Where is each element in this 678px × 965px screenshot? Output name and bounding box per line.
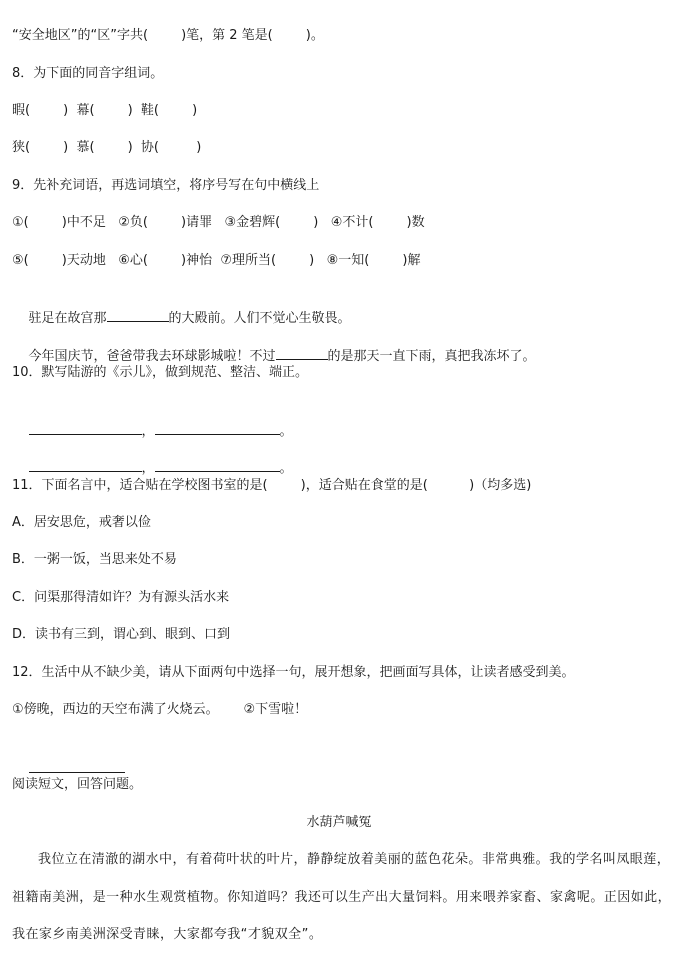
question-7-line: “安全地区”的“区”字共( )笔，第 2 笔是( )。 [12, 28, 324, 43]
period: 。 [279, 461, 293, 476]
question-11-heading: 11．下面名言中，适合贴在学校图书室的是( )，适合贴在食堂的是( )（均多选) [12, 478, 532, 493]
passage-paragraph: 我位立在清澈的湖水中，有着荷叶状的叶片，静静绽放着美丽的蓝色花朵。非常典雅。我的学名叫凤眼莲，祖籍南美洲，是一种水生观赏植物。你知道吗？我还可以生产出大量饲料。用来喂养家畜、家禽呢。正因如此，我在家乡南美洲深受青睐，大家都夸我“才貌双全”。 [12, 852, 672, 942]
question-9-heading: 9．先补充词语，再选词填空，将序号写在句中横线上 [12, 178, 320, 193]
question-10-heading: 10．默写陆游的《示儿》，做到规范、整洁、端正。 [12, 365, 309, 380]
blank-line[interactable] [107, 307, 169, 322]
option-d: D．读书有三到，谓心到、眼到、口到 [12, 627, 231, 642]
question-12-choices: ①傍晚，西边的天空布满了火烧云。 ②下雪啦！ [12, 702, 308, 717]
sentence-1-start: 驻足在故宫那 [28, 311, 107, 326]
option-a: A．居安思危，戒奢以俭 [12, 515, 151, 530]
blank-line[interactable] [276, 345, 328, 360]
question-8-row-2: 狭( ) 慕( ) 协( ) [12, 140, 202, 155]
poem-line-2 [12, 439, 293, 476]
blank-line[interactable] [155, 420, 280, 435]
question-12-heading: 12．生活中从不缺少美，请从下面两句中选择一句，展开想象，把画面写具体，让读者感受到美。 [12, 665, 575, 680]
blank-line[interactable] [29, 457, 142, 472]
question-9-row-2: ⑤( )天动地 ⑥心( )神怡 ⑦理所当( ) ⑧一知( )解 [12, 253, 421, 268]
period: 。 [279, 424, 293, 439]
option-b: B．一粥一饭，当思来处不易 [12, 552, 177, 567]
blank-line[interactable] [155, 457, 280, 472]
sentence-2-start: 今年国庆节，爸爸带我去环球影城啦！不过 [28, 349, 276, 364]
comma: ， [141, 424, 155, 439]
option-c: C．问渠那得清如许？为有源头活水来 [12, 590, 230, 605]
sentence-1-end: 的大殿前。人们不觉心生敬畏。 [168, 311, 351, 326]
poem-line-1 [12, 402, 293, 439]
question-9-sentence-1 [12, 289, 351, 326]
passage-title: 水葫芦喊冤 [306, 815, 372, 830]
sentence-2-end: 的是那天一直下雨，真把我冻坏了。 [327, 349, 536, 364]
question-9-row-1: ①( )中不足 ②负( )请罪 ③金碧辉( ) ④不计( )数 [12, 215, 425, 230]
blank-line[interactable] [29, 420, 142, 435]
blank-line[interactable] [29, 758, 125, 773]
answer-line [12, 740, 125, 758]
reading-instruction: 阅读短文，回答问题。 [12, 777, 143, 792]
question-8-row-1: 暇( ) 幕( ) 鞋( ) [12, 103, 198, 118]
comma: ， [141, 461, 155, 476]
question-8-heading: 8．为下面的同音字组词。 [12, 66, 164, 81]
question-9-sentence-2 [12, 327, 536, 364]
